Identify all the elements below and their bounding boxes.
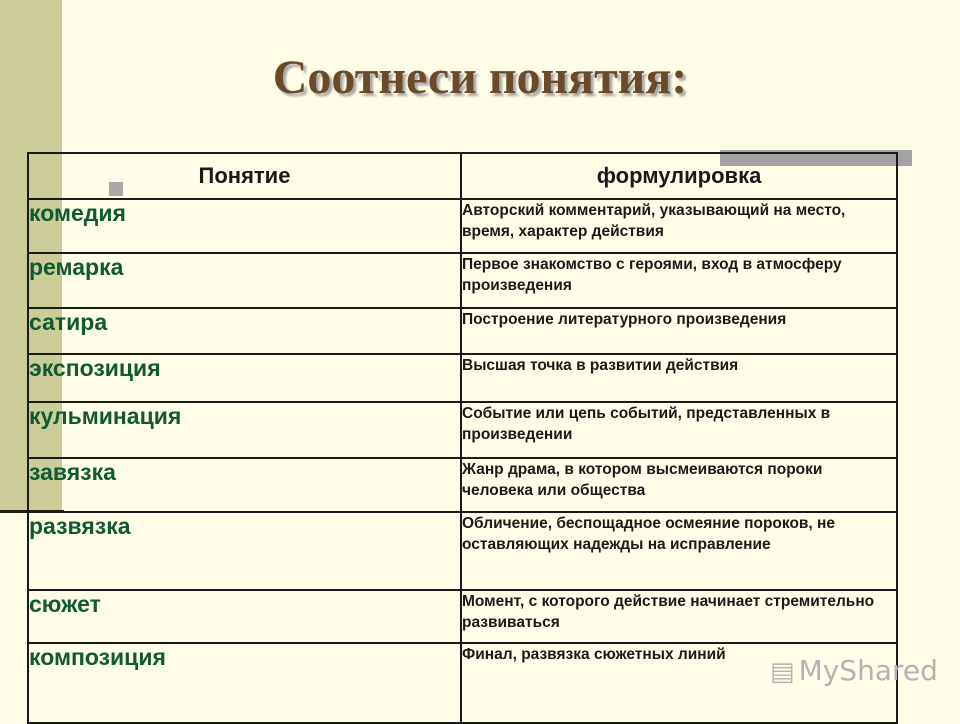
table-row xyxy=(28,354,897,402)
term-cell: ремарка xyxy=(28,253,461,308)
term-cell: экспозиция xyxy=(28,354,461,402)
table-row xyxy=(28,253,897,308)
definition-cell: Жанр драма, в котором высмеиваются пороки человека или общества xyxy=(461,458,897,512)
definition-cell: Событие или цепь событий, представленных в произведении xyxy=(461,402,897,458)
term-cell: кульминация xyxy=(28,402,461,458)
definition-cell: Высшая точка в развитии действия xyxy=(461,354,897,402)
definition-cell: Момент, с которого действие начинает стремительно развиваться xyxy=(461,590,897,643)
table-row xyxy=(28,199,897,253)
term-cell: сюжет xyxy=(28,590,461,643)
header-definition: формулировка xyxy=(461,153,897,199)
table-header-row xyxy=(28,153,897,199)
term-cell: завязка xyxy=(28,458,461,512)
table-row xyxy=(28,402,897,458)
presentation-icon: ▤ xyxy=(770,657,795,687)
definition-cell: Первое знакомство с героями, вход в атмосферу произведения xyxy=(461,253,897,308)
definition-cell: Обличение, беспощадное осмеяние пороков, не оставляющих надежды на исправление xyxy=(461,512,897,590)
term-cell: развязка xyxy=(28,512,461,590)
table-row xyxy=(28,512,897,590)
definition-cell: Авторский комментарий, указывающий на место, время, характер действия xyxy=(461,199,897,253)
watermark-text: MyShared xyxy=(798,654,938,687)
definition-cell: Построение литературного произведения xyxy=(461,308,897,354)
definition-cell: Финал, развязка сюжетных линий xyxy=(461,643,897,723)
table-row xyxy=(28,458,897,512)
page-title: Соотнеси понятия: xyxy=(272,51,688,104)
table-row xyxy=(28,308,897,354)
term-cell: композиция xyxy=(28,643,461,723)
match-table xyxy=(27,152,898,724)
watermark xyxy=(770,654,938,687)
term-cell: комедия xyxy=(28,199,461,253)
table-row xyxy=(28,643,897,723)
header-term: Понятие xyxy=(28,153,461,199)
table-row xyxy=(28,590,897,643)
term-cell: сатира xyxy=(28,308,461,354)
